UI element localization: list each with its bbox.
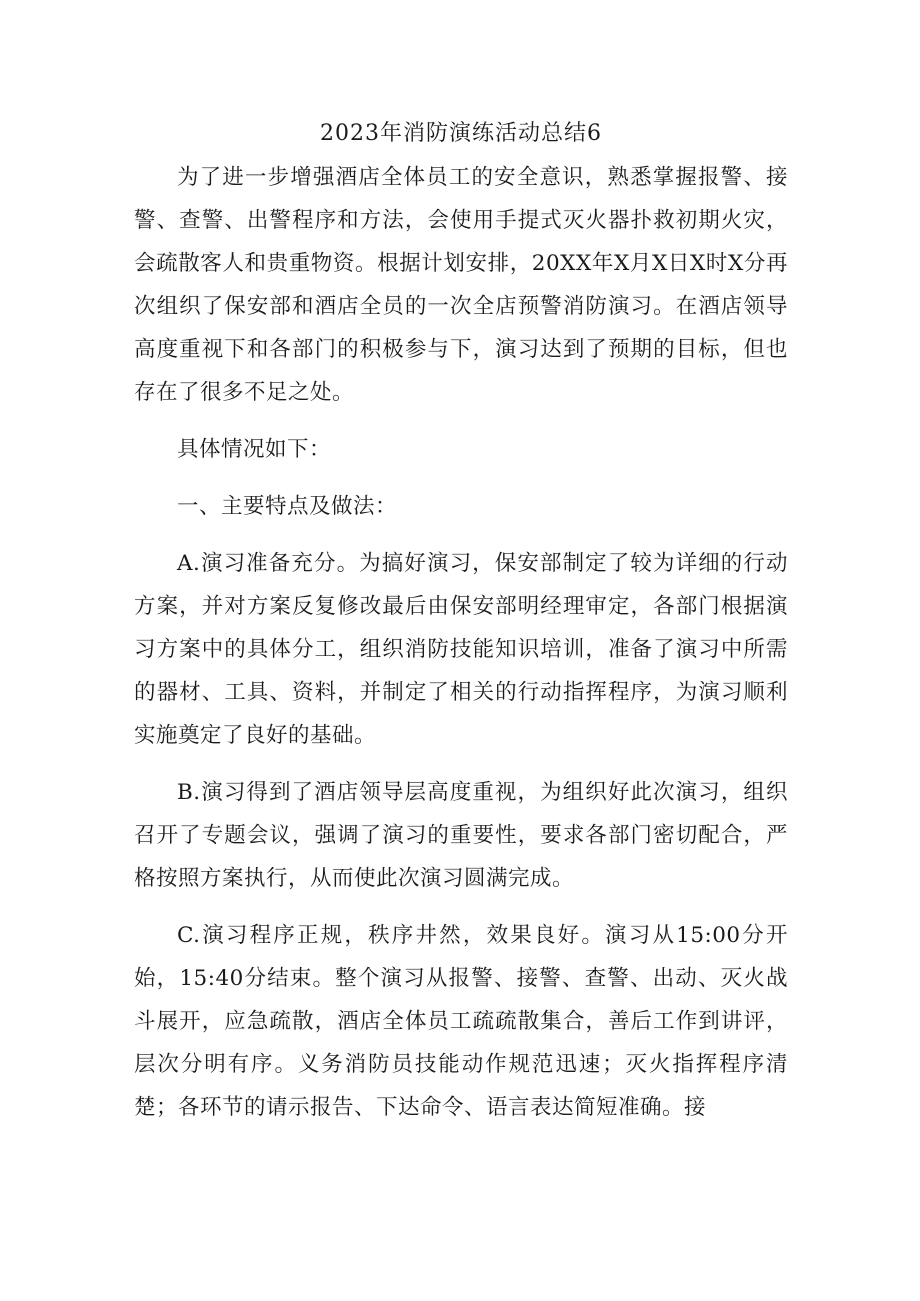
paragraph-intro: 为了进一步增强酒店全体员工的安全意识，熟悉掌握报警、接警、查警、出警程序和方法，会使用手提式灭火器扑救初期火灾，会疏散客人和贵重物资。根据计划安排，20XX年X月X日X时X分再次组织了保安部和酒店全员的一次全店预警消防演习。在酒店领导高度重视下和各部门的积极参与下，演习达到了预期的目标，但也存在了很多不足之处。 xyxy=(134,165,788,405)
paragraph-details-heading: 具体情况如下： xyxy=(177,437,332,462)
paragraph-item-b: B.演习得到了酒店领导层高度重视，为组织好此次演习，组织召开了专题会议，强调了演习的重要性，要求各部门密切配合，严格按照方案执行，从而使此次演习圆满完成。 xyxy=(134,780,788,891)
section-heading-main-features: 一、主要特点及做法： xyxy=(177,494,398,519)
paragraph-item-a: A.演习准备充分。为搞好演习，保安部制定了较为详细的行动方案，并对方案反复修改最后由保安部明经理审定，各部门根据演习方案中的具体分工，组织消防技能知识培训，准备了演习中所需的器材、工具、资料，并制定了相关的行动指挥程序，为演习顺利实施奠定了良好的基础。 xyxy=(134,551,788,748)
document-title: 2023年消防演练活动总结6 xyxy=(320,121,602,146)
paragraph-item-c: C.演习程序正规，秩序井然，效果良好。演习从15:00分开始，15:40分结束。整个演习从报警、接警、查警、出动、灭火战斗展开，应急疏散，酒店全体员工疏疏散集合，善后工作到讲评，层次分明有序。义务消防员技能动作规范迅速；灭火指挥程序清楚；各环节的请示报告、下达命令、语言表达简短准确。接 xyxy=(134,923,788,1120)
document-body xyxy=(134,112,788,1143)
